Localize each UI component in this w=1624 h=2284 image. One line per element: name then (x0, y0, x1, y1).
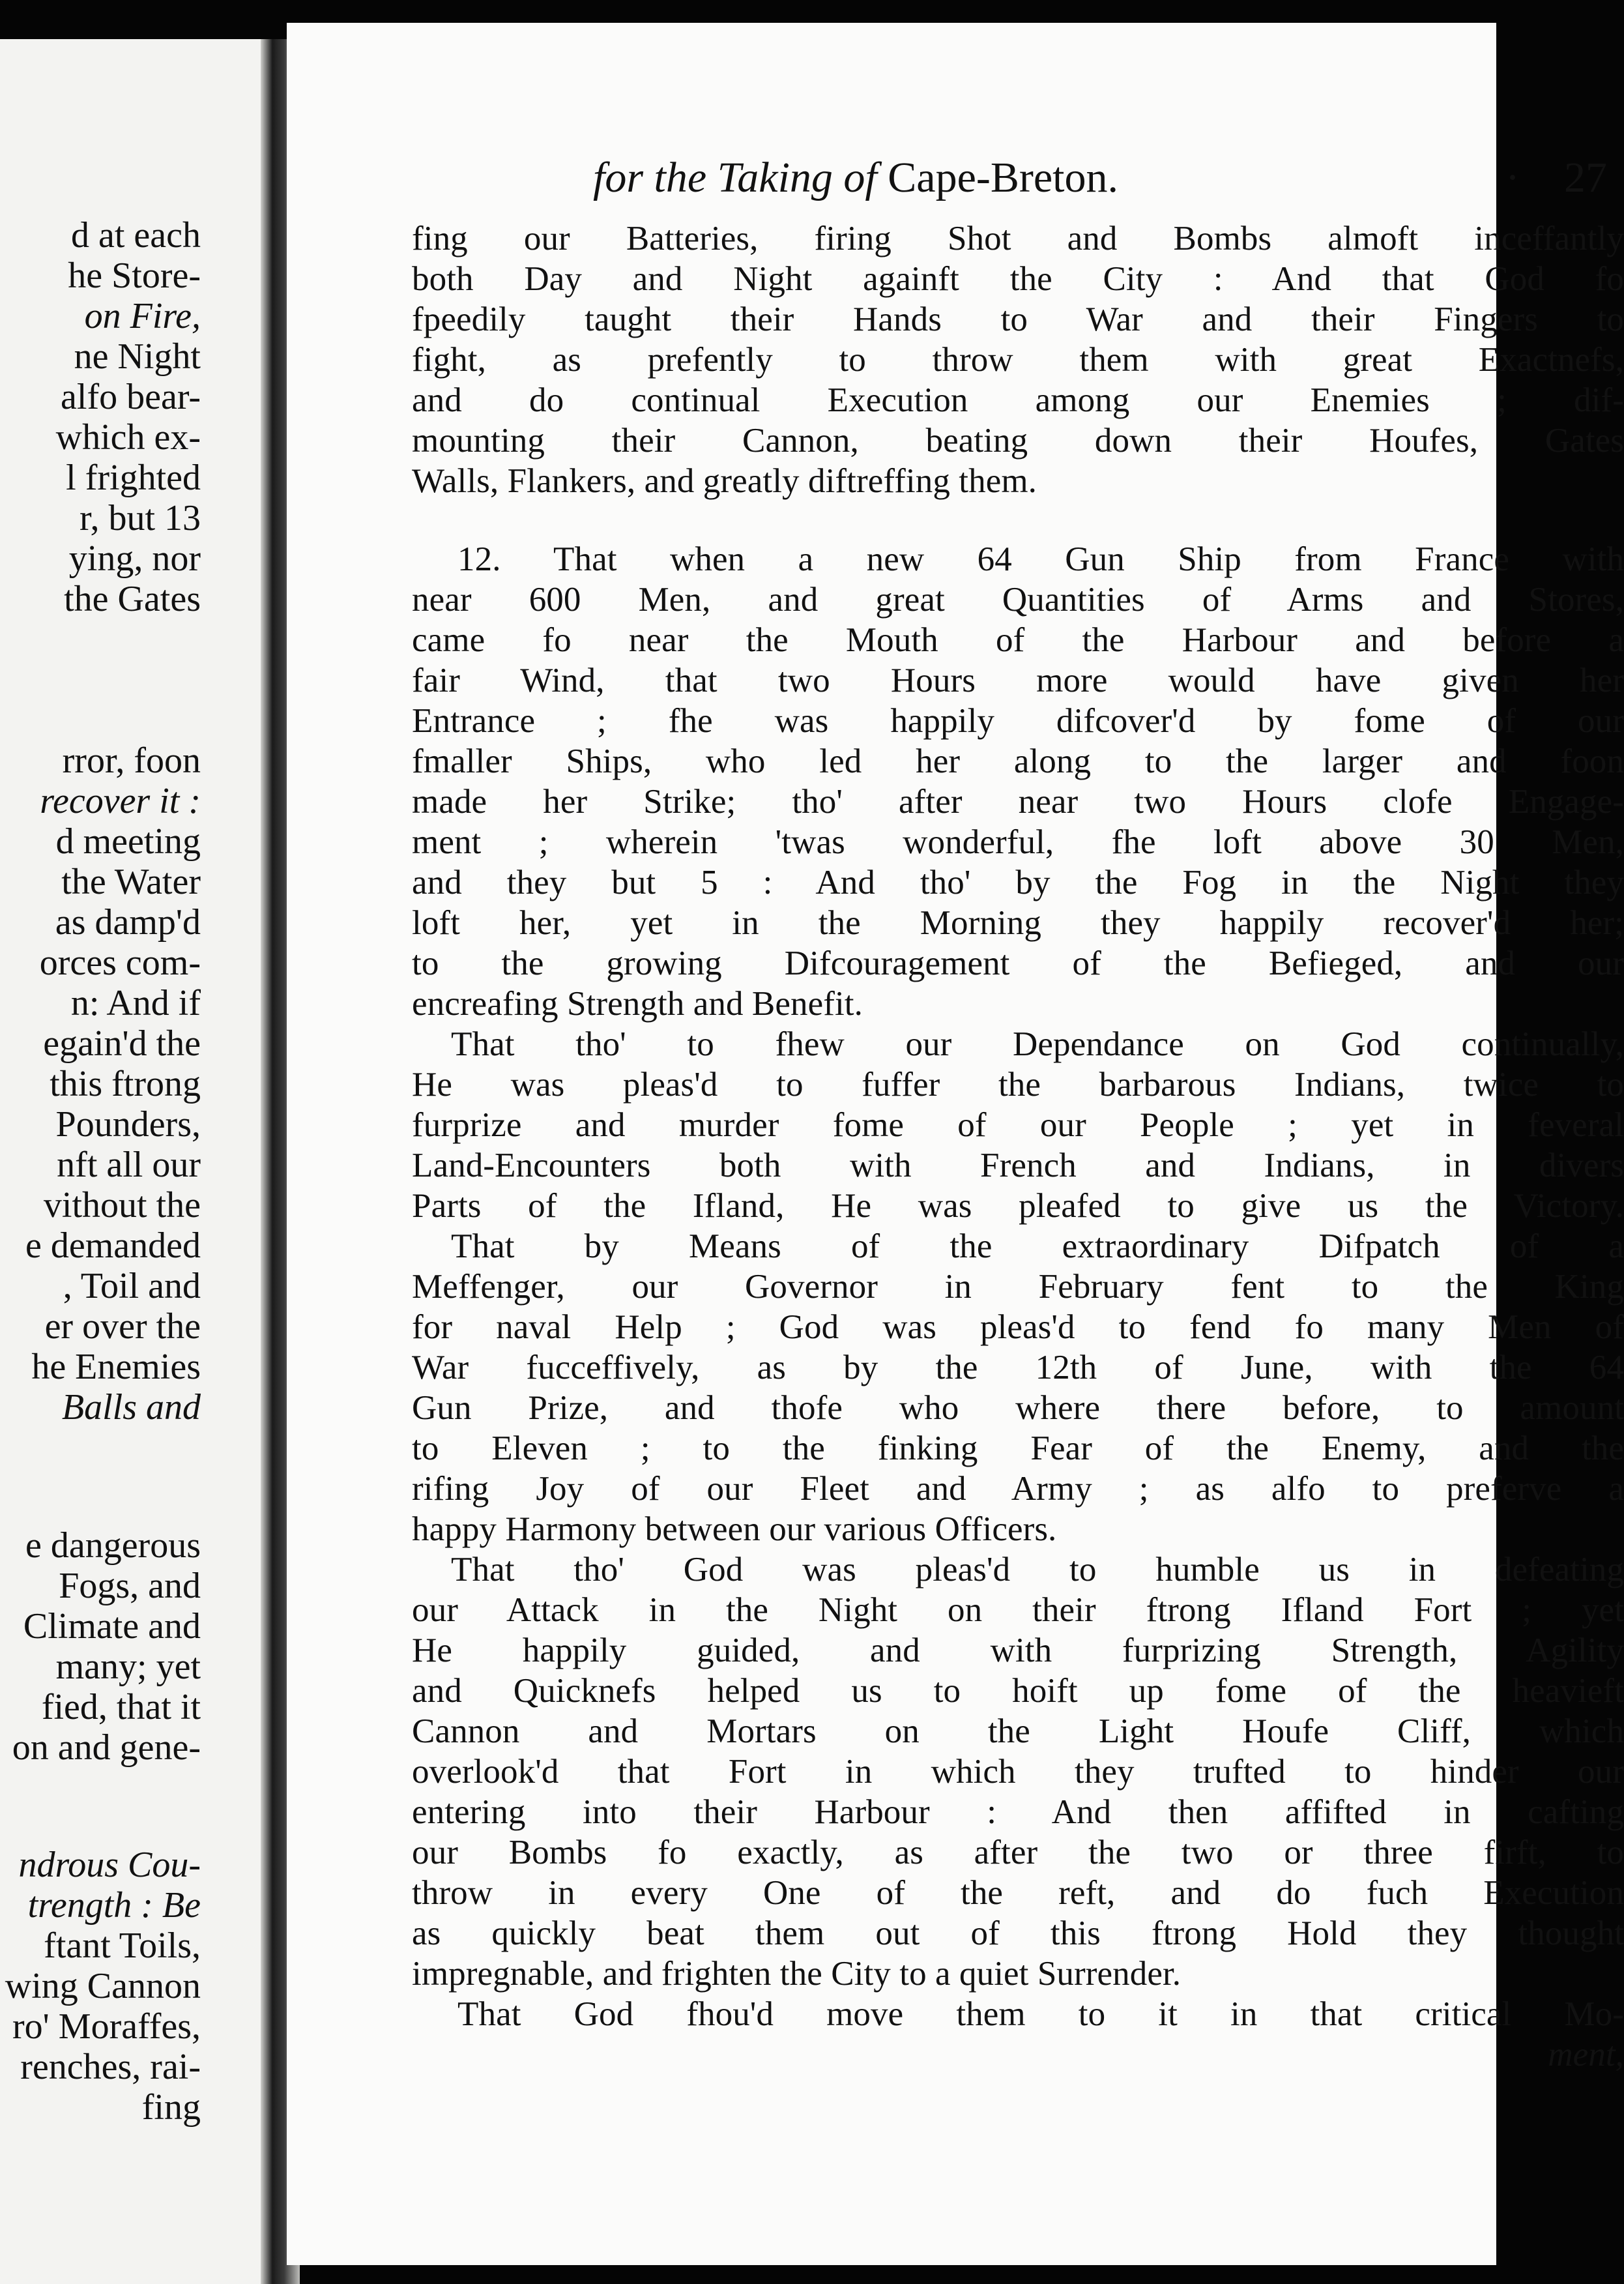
text-line: to Eleven ; to the finking Fear of the Enemy, and the (412, 1429, 1624, 1467)
text-line: fpeedily taught their Hands to War and their Fingers to (412, 300, 1624, 338)
paragraph-gap (412, 501, 1624, 539)
text-line: encreafing Strength and Benefit. (412, 985, 863, 1023)
facing-line: l frighted (66, 458, 201, 498)
text-line: rifing Joy of our Fleet and Army ; as alfo to preferve a (412, 1470, 1624, 1508)
facing-line: ro' Moraffes, (12, 2006, 201, 2047)
facing-line: rror, foon (62, 740, 201, 781)
facing-line: n: And if (70, 983, 201, 1023)
text-line: near 600 Men, and great Quantities of Arms and Stores, (412, 581, 1624, 619)
text-line: as quickly beat them out of this ftrong Hold they thought (412, 1914, 1624, 1952)
facing-line: er over the (44, 1306, 201, 1347)
text-line: Meffenger, our Governor in February fent to the King (412, 1268, 1624, 1306)
facing-line: this ftrong (50, 1064, 201, 1104)
facing-line: nft all our (57, 1145, 201, 1185)
text-line: That tho' God was pleas'd to humble us in defeating (451, 1551, 1624, 1589)
facing-line: Pounders, (55, 1104, 201, 1145)
facing-line: ftant Toils, (44, 1925, 201, 1966)
text-line: That by Means of the extraordinary Difpatch of a (451, 1227, 1624, 1265)
catchword: ment, (1548, 2036, 1624, 2073)
facing-line: ying, nor (68, 538, 201, 579)
text-line: fair Wind, that two Hours more would have given her (412, 662, 1624, 699)
facing-line: r, but 13 (80, 498, 201, 538)
facing-line: on and gene- (12, 1727, 201, 1768)
facing-line: he Store- (68, 256, 201, 296)
page (287, 23, 1624, 2265)
text-line: and do continual Execution among our Enemies ; dif- (412, 381, 1624, 419)
facing-line: alfo bear- (61, 377, 201, 417)
facing-line: on Fire, (84, 296, 201, 336)
facing-line: ne Night (74, 336, 201, 377)
facing-line: ndrous Cou- (18, 1845, 201, 1885)
facing-line: the Gates (64, 579, 201, 619)
facing-line: trength : Be (27, 1885, 201, 1925)
text-line: our Attack in the Night on their ftrong Ifland Fort ; yet (412, 1591, 1624, 1629)
facing-line: egain'd the (43, 1023, 201, 1064)
text-line: for naval Help ; God was pleas'd to fend fo many Men of (412, 1308, 1624, 1346)
text-line: ment ; wherein 'twas wonderful, fhe loft above 30 Men, (412, 823, 1624, 861)
text-line: and Quicknefs helped us to hoift up fome of the heavieft (412, 1672, 1624, 1710)
facing-line: renches, rai- (20, 2047, 201, 2087)
facing-line: fied, that it (41, 1687, 201, 1727)
text-line: Entrance ; fhe was happily difcover'd by fome of our (412, 702, 1624, 740)
text-line: 12. That when a new 64 Gun Ship from France with (457, 540, 1624, 578)
text-line: Parts of the Ifland, He was pleafed to give us the Victory. (412, 1187, 1624, 1225)
text-line: loft her, yet in the Morning they happily recover'd her; (412, 904, 1624, 942)
facing-line: Fogs, and (59, 1566, 201, 1606)
text-line: That tho' to fhew our Dependance on God continually, (451, 1025, 1624, 1063)
running-title-italic: for the Taking of (593, 154, 877, 201)
facing-line: fing (141, 2087, 201, 2128)
facing-line: vithout the (43, 1185, 201, 1225)
text-line: mounting their Cannon, beating down their Houfes, Gates (412, 422, 1624, 460)
facing-line: e demanded (25, 1225, 201, 1266)
text-line: War fucceffively, as by the 12th of June, with the 64 (412, 1349, 1624, 1386)
text-line: made her Strike; tho' after near two Hours clofe Engage- (412, 783, 1624, 821)
text-line: our Bombs fo exactly, as after the two or three firft, to (412, 1834, 1624, 1871)
facing-line: d meeting (55, 821, 201, 862)
facing-line: Climate and (23, 1606, 201, 1647)
running-title-roman: Cape-Breton. (888, 154, 1118, 201)
text-line: fmaller Ships, who led her along to the larger and foon (412, 742, 1624, 780)
text-line: fing our Batteries, firing Shot and Bombs almoft inceffantly (412, 220, 1624, 257)
page-number: 27 (1564, 154, 1607, 201)
facing-line: wing Cannon (5, 1966, 201, 2006)
running-header (593, 153, 1610, 212)
facing-line: e dangerous (25, 1525, 201, 1566)
text-line: happy Harmony between our various Officers. (412, 1510, 1057, 1548)
text-line: overlook'd that Fort in which they trufted to hinder our (412, 1753, 1624, 1791)
text-line: to the growing Difcouragement of the Befieged, and our (412, 944, 1624, 982)
facing-line: orces com- (39, 943, 201, 983)
facing-line: Balls and (61, 1387, 201, 1428)
text-line: impregnable, and frighten the City to a quiet Surrender. (412, 1955, 1182, 1993)
running-title (593, 153, 1118, 203)
text-line: He was pleas'd to fuffer the barbarous Indians, twice to (412, 1066, 1624, 1104)
text-line: both Day and Night againft the City : And that God fo (412, 260, 1624, 298)
text-line: entering into their Harbour : And then affifted in cafting (412, 1793, 1624, 1831)
text-line: He happily guided, and with furprizing Strength, Agility (412, 1632, 1624, 1669)
body-text (412, 218, 1624, 2075)
text-line: Walls, Flankers, and greatly diftreffing them. (412, 462, 1037, 500)
facing-line: the Water (61, 862, 201, 902)
facing-line: he Enemies (31, 1347, 201, 1387)
text-line: and they but 5 : And tho' by the Fog in the Night they (412, 864, 1624, 901)
header-separator: · (1505, 154, 1520, 201)
text-line: furprize and murder fome of our People ; yet in feveral (412, 1106, 1624, 1144)
facing-line: recover it : (40, 781, 201, 821)
text-line: Cannon and Mortars on the Light Houfe Cliff, which (412, 1712, 1624, 1750)
text-line: fight, as prefently to throw them with great Exactnefs, (412, 341, 1624, 379)
text-line: throw in every One of the reft, and do fuch Execution (412, 1874, 1624, 1912)
facing-line: , Toil and (63, 1266, 201, 1306)
facing-line: many; yet (55, 1647, 201, 1687)
text-line: Land-Encounters both with French and Indians, in divers (412, 1147, 1624, 1184)
facing-page-left (0, 39, 261, 2284)
facing-line: d at each (71, 215, 201, 256)
text-line: That God fhou'd move them to it in that critical Mo- (457, 1995, 1624, 2033)
facing-line: as damp'd (55, 902, 201, 943)
text-line: Gun Prize, and thofe who where there before, to amount (412, 1389, 1624, 1427)
facing-line: which ex- (55, 417, 201, 458)
text-line: came fo near the Mouth of the Harbour and before a (412, 621, 1624, 659)
